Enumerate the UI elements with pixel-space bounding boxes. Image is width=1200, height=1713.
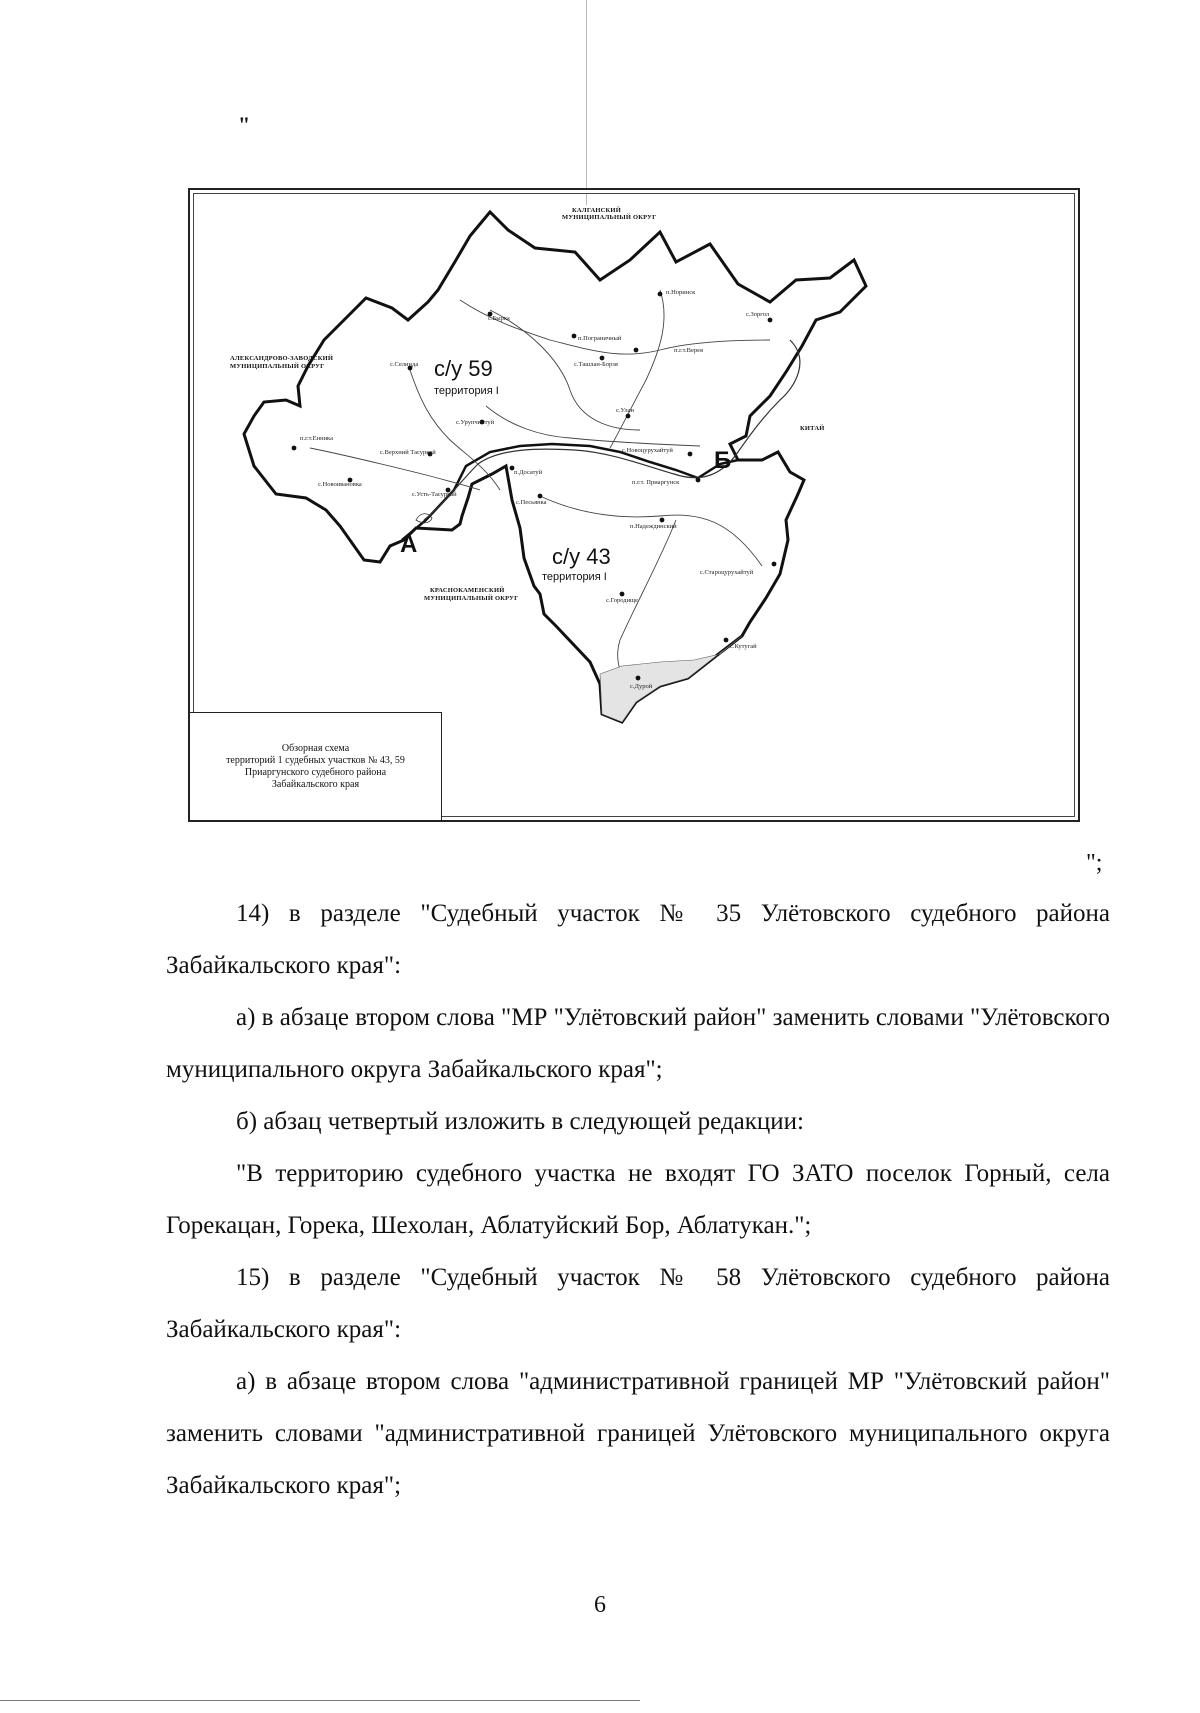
settlement-marker [572, 334, 577, 339]
area-su59-title: с/у 59 [434, 356, 493, 381]
settlement-label: с.Усть-Тасуркай [412, 491, 457, 498]
page-number: 6 [594, 1592, 606, 1618]
legend-line: Обзорная схема [281, 742, 350, 754]
point-a-label: А [400, 531, 418, 558]
southern-shaded-area [600, 636, 742, 722]
area-su59-subtitle: территория I [434, 385, 499, 397]
road-north [460, 300, 770, 354]
settlement-marker [658, 292, 663, 297]
region-alex-line2: МУНИЦИПАЛЬНЫЙ ОКРУГ [230, 363, 325, 370]
settlement-marker [626, 414, 631, 419]
settlement-label: п.г.т.Енника [300, 435, 333, 442]
settlement-marker [724, 638, 729, 643]
opening-quote: " [238, 112, 251, 137]
area-su43-subtitle: территория I [542, 571, 607, 583]
settlement-label: п.Пограничный [578, 335, 622, 342]
settlement-label: п.Досатуй [514, 469, 543, 476]
settlement-marker [292, 446, 297, 451]
settlement-marker [696, 478, 701, 483]
scan-line [586, 0, 587, 205]
settlement-marker [660, 518, 665, 523]
region-china: КИТАЙ [800, 425, 825, 432]
settlement-marker [636, 676, 641, 681]
region-krasnokamensk-line1: КРАСНОКАМЕНСКИЙ [430, 587, 505, 594]
settlement-label: с.Новоивановка [318, 481, 362, 488]
document-body [166, 888, 1110, 1512]
settlement-marker [688, 452, 693, 457]
settlement-label: с.Песьянка [516, 499, 547, 506]
map-legend [190, 712, 442, 820]
settlement-markers [292, 292, 777, 681]
settlement-label: с.Селинда [390, 361, 419, 368]
overview-map [188, 188, 1080, 822]
settlement-label: с.Улан [616, 407, 634, 414]
settlement-label: с.Урупчинтуй [456, 419, 495, 426]
legend-line: территорий 1 судебных участков № 43, 59 [226, 754, 405, 766]
paragraph: а) в абзаце втором слова "административной границей МР "Улётовский район" заменить словами "административной границей Улётовского муниципального округа Забайкальского края"; [166, 1368, 1110, 1499]
settlement-label: с.Староцурухайтуй [700, 569, 754, 576]
settlement-label: с.Новоцурухайтуй [622, 447, 673, 454]
settlement-label: п.Норинск [666, 289, 696, 296]
settlement-label: с.Ташлан-Борзя [574, 361, 618, 368]
bottom-rule [0, 1700, 640, 1701]
region-alex-line1: АЛЕКСАНДРОВО-ЗАВОДСКИЙ [230, 355, 334, 362]
settlement-marker [600, 356, 605, 361]
settlement-label: с.Городище [606, 597, 638, 604]
settlement-label: п.г.т.Верея [674, 347, 703, 354]
district-boundary [244, 212, 866, 722]
road-east [610, 290, 664, 448]
region-kalgan-line1: КАЛГАНСКИЙ [572, 207, 621, 214]
region-krasnokamensk-line2: МУНИЦИПАЛЬНЫЙ ОКРУГ [424, 595, 519, 602]
paragraph: 14) в разделе "Судебный участок № 35 Улётовского судебного района Забайкальского края": [166, 900, 1110, 979]
settlement-label: с.Бырка [488, 315, 510, 322]
settlement-marker [620, 592, 625, 597]
settlement-label: п.Надеждинский [630, 523, 677, 530]
paragraph: "В территорию судебного участка не входят ГО ЗАТО поселок Горный, села Горекацан, Горека, Шехолан, Аблатуйский Бор, Аблатукан."; [166, 1160, 1110, 1239]
settlement-label: с.Кутугай [730, 643, 757, 650]
paragraph: 15) в разделе "Судебный участок № 58 Улётовского судебного района Забайкальского края": [166, 1264, 1110, 1343]
settlement-marker [538, 494, 543, 499]
region-kalgan-line2: МУНИЦИПАЛЬНЫЙ ОКРУГ [562, 214, 657, 221]
settlement-label: п.г.т. Приаргунск [632, 479, 680, 486]
paragraph: б) абзац четвертый изложить в следующей редакции: [236, 1108, 804, 1135]
point-b-label: Б [714, 447, 732, 474]
area-su43-title: с/у 43 [552, 544, 611, 569]
legend-line: Приаргунского судебного района [244, 766, 387, 778]
paragraph: а) в абзаце втором слова "МР "Улётовский район" заменить словами "Улётовского муниципального округа Забайкальского края"; [166, 1004, 1110, 1083]
closing-quote: "; [1086, 850, 1103, 876]
settlement-marker [768, 318, 773, 323]
settlement-label: с.Верхний Тасуркай [380, 449, 436, 456]
road-center [486, 406, 700, 446]
settlement-label: с.Дурой [630, 683, 653, 690]
settlement-label: с.Зоргол [746, 311, 770, 318]
settlement-marker [634, 348, 639, 353]
legend-line: Забайкальского края [271, 778, 360, 790]
settlement-marker [772, 562, 777, 567]
